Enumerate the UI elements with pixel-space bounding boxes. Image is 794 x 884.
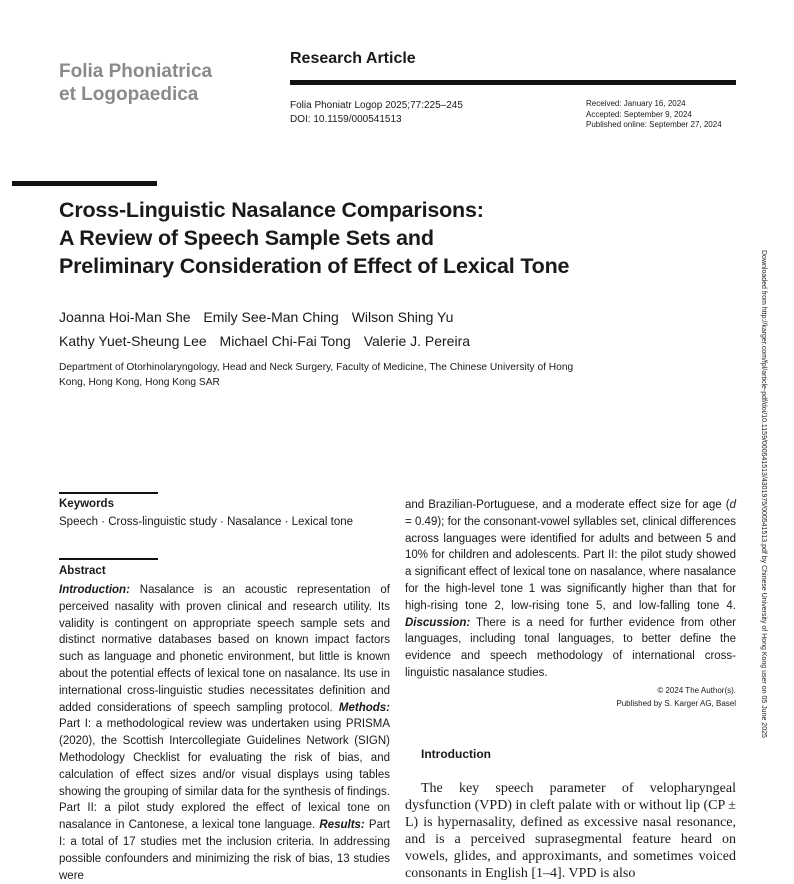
author-name[interactable]: Wilson Shing Yu — [351, 309, 454, 325]
abstract-methods-text: Part I: a methodological review was undertaken using PRISMA (2020), the Scottish Intercollegiate Guidelines Network (SIGN) Methodology Checklist for evaluating the risk of bias, and calculation of effect sizes and/or visual displays using tables showing the grouping of similar data for the synthesis of findings. Part II: a pilot study explored the effect of lexical tone on nasalance in Cantonese, a lexical tone language. — [59, 718, 390, 832]
introduction-paragraph: The key speech parameter of velopharyngeal dysfunction (VPD) in cleft palate with or without lip (CP ± L) is hypernasality, defined as excessive nasal resonance, and is a perceived suprasegmental feature heard on vowels, glides, and approximants, and sometimes voiced consonants in English [1–4]. VPD is also — [405, 781, 736, 881]
journal-name — [59, 60, 212, 106]
keywords-rule — [59, 492, 158, 494]
introduction-body — [405, 780, 736, 882]
author-name[interactable]: Kathy Yuet-Sheung Lee — [59, 333, 207, 349]
doi-link[interactable]: DOI: 10.1159/000541513 — [290, 114, 402, 125]
author-name[interactable]: Emily See-Man Ching — [203, 309, 339, 325]
title-line3: Preliminary Consideration of Effect of Lexical Tone — [59, 254, 570, 278]
journal-name-line1: Folia Phoniatrica — [59, 61, 213, 82]
keywords-list: Speech · Cross-linguistic study · Nasalance · Lexical tone — [59, 516, 354, 528]
abstract-results-text: Part I: a total of 17 studies met the inclusion criteria. In addressing possible confounders and minimizing the risk of bias, 13 studies were — [59, 819, 390, 882]
affiliation: Department of Otorhinolaryngology, Head and Neck Surgery, Faculty of Medicine, The Chinese University of Hong Kong, Hong Kong, Hong Kong SAR — [59, 362, 574, 388]
abstract-discussion-text: There is a need for further evidence from other languages, including tonal languages, to better define the evidence and speech methodology of international cross-linguistic nasalance studies. — [405, 616, 736, 679]
header-rule — [290, 80, 736, 85]
published-date: Published online: September 27, 2024 — [586, 120, 722, 129]
abstract-intro-text: Nasalance is an acoustic representation of perceived nasality with proven clinical and research utility. Its validity is contingent on appropriate speech sample sets and distinct normative databases based on known impact factors such as language and phonetic environment, but little is known about the potential effects of lexical tone on nasalance. Its use in international cross-linguistic studies necessitates definition and added considerations of speech sampling protocol. — [59, 584, 390, 714]
copyright-line2: Published by S. Karger AG, Basel — [616, 699, 736, 708]
title-rule — [12, 181, 157, 186]
effect-size-symbol: d — [729, 499, 736, 511]
abstract-rule — [59, 558, 158, 560]
accepted-date: Accepted: September 9, 2024 — [586, 109, 692, 119]
article-title — [59, 196, 569, 280]
download-watermark: Downloaded from http://karger.com/fpl/article-pdf/doi/10.1159/000541513/4301975/000541513.pdf by Chinese University of Hong Kong user on 05 June 2025 — [760, 250, 767, 738]
article-type: Research Article — [290, 50, 416, 67]
copyright-notice — [560, 684, 736, 710]
author-name[interactable]: Joanna Hoi-Man She — [59, 309, 191, 325]
author-name[interactable]: Valerie J. Pereira — [363, 333, 471, 349]
abstract-discussion-label: Discussion: — [405, 616, 471, 629]
author-name[interactable]: Michael Chi-Fai Tong — [219, 333, 351, 349]
title-line1: Cross-Linguistic Nasalance Comparisons: — [59, 198, 484, 222]
dates-block — [586, 99, 722, 131]
copyright-line1: © 2024 The Author(s). — [657, 686, 736, 695]
abstract-results-cont-a: and Brazilian-Portuguese, and a moderate effect size for age ( — [405, 499, 730, 511]
author-list — [59, 305, 479, 353]
citation-block — [290, 99, 463, 127]
citation: Folia Phoniatr Logop 2025;77:225–245 — [290, 100, 463, 111]
keywords-heading: Keywords — [59, 498, 114, 510]
abstract-methods-label: Methods: — [338, 701, 390, 714]
abstract-column-1 — [59, 582, 390, 884]
introduction-heading: Introduction — [421, 747, 491, 761]
received-date: Received: January 16, 2024 — [586, 99, 686, 108]
abstract-intro-label: Introduction: — [59, 584, 130, 596]
abstract-results-label: Results: — [319, 819, 365, 832]
abstract-column-2 — [405, 497, 736, 682]
journal-name-line2: et Logopaedica — [59, 84, 199, 105]
abstract-heading: Abstract — [59, 565, 106, 577]
title-line2: A Review of Speech Sample Sets and — [59, 226, 434, 250]
abstract-results-cont-b: = 0.49); for the consonant-vowel syllables set, clinical differences across languages were identified for adults and between 5 and 10% for children and adolescents. Part II: the pilot study showed a significant effect of lexical tone on nasalance, where nasalance for the high-level tone 1 was significantly higher than that for high-rising tone 2, low-rising tone 5, and low-falling tone 4. — [405, 515, 736, 612]
